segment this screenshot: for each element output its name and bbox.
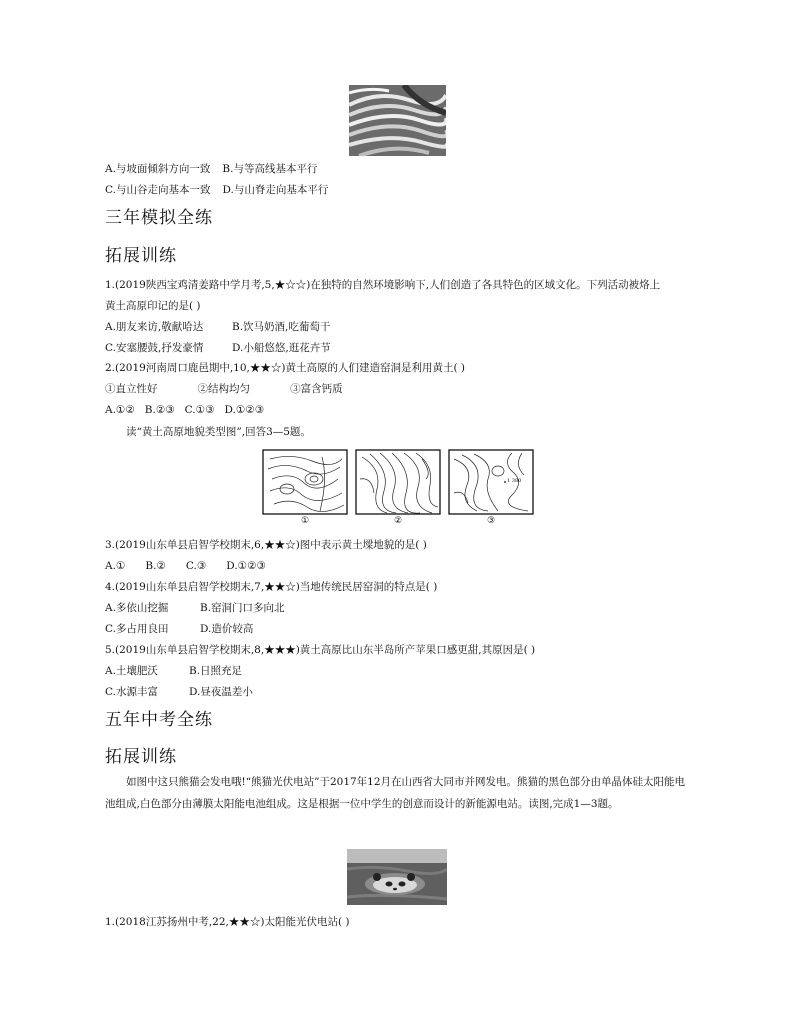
landform-maps <box>262 449 534 529</box>
q1-option-c: C.安塞腰鼓,抒发豪情 <box>105 342 204 354</box>
map-label-3: ③ <box>487 516 496 526</box>
q1-option-d: D.小船悠悠,逛花卉节 <box>232 342 331 354</box>
q5-option-b: B.日照充足 <box>189 665 243 677</box>
read-intro: 读“黄土高原地貌类型图”,回答3—5题。 <box>126 426 311 438</box>
map-label-1: ① <box>301 516 310 526</box>
contour-map-1 <box>263 450 347 514</box>
q1-stem-line2: 黄土高原印记的是( ) <box>105 300 201 312</box>
option-c: C.与山谷走向基本一致 <box>105 184 211 196</box>
q5-option-a: A.土壤肥沃 <box>105 665 158 677</box>
q1-options-row1 <box>105 320 330 334</box>
q2-stem: 2.(2019河南周口鹿邑期中,10,★★☆)黄土高原的人们建造窑洞是利用黄土( ) <box>105 362 465 374</box>
q2-items: ①直立性好 ②结构均匀 ③富含钙质 <box>105 383 343 395</box>
q4-stem: 4.(2019山东单县启智学校期末,7,★★☆)当地传统民居窑洞的特点是( ) <box>105 581 438 593</box>
q4-option-c: C.多占用良田 <box>105 623 169 635</box>
q3-stem: 3.(2019山东单县启智学校期末,6,★★☆)图中表示黄土墚地貌的是( ) <box>105 539 427 551</box>
section-title-2: 五年中考全练 <box>105 710 213 730</box>
section-subtitle-1: 拓展训练 <box>105 246 177 266</box>
q1-option-a: A.朋友来访,敬献哈达 <box>105 321 204 333</box>
q4-options-row2 <box>105 622 253 636</box>
option-d: D.与山脊走向基本平行 <box>222 184 329 196</box>
q4-option-b: B.窑洞门口多向北 <box>200 602 285 614</box>
q5-options-row1 <box>105 664 242 678</box>
contour-map-2 <box>356 450 440 514</box>
q5-options-row2 <box>105 685 253 699</box>
q1-stem-line1: 1.(2019陕西宝鸡清姜路中学月考,5,★☆☆)在独特的自然环境影响下,人们创造了各具特色的区域文化。下列活动被烙上 <box>105 279 661 291</box>
contour-maps-svg <box>262 449 534 517</box>
q1-options-row2 <box>105 341 331 355</box>
terrace-photo-image <box>349 85 446 156</box>
section-title-1: 三年模拟全练 <box>105 208 213 228</box>
terrace-photo <box>349 85 446 156</box>
q4-options-row1 <box>105 601 285 615</box>
map-label-2: ② <box>394 516 403 526</box>
q5-option-d: D.昼夜温差小 <box>189 686 253 698</box>
map-spot-height: 1 380 <box>507 478 522 484</box>
q2-options: A.①② B.②③ C.①③ D.①②③ <box>105 404 265 416</box>
prev-question-options-row2 <box>105 183 328 197</box>
passage-text: 如图中这只熊猫会发电哦!“熊猫光伏电站”于2017年12月在山西省大同市并网发电。熊猫的黑色部分由单晶体硅太阳能电池组成,白色部分由薄膜太阳能电池组成。这是根据一位中学生的创意而设计的新能源电站。读图,完成1—3题。 <box>105 776 686 810</box>
panda-station-image <box>347 849 447 905</box>
panda-station-photo <box>347 849 447 905</box>
option-a: A.与坡面倾斜方向一致 <box>105 163 211 175</box>
q4-option-d: D.造价较高 <box>200 623 254 635</box>
q-last-stem: 1.(2018江苏扬州中考,22,★★☆)太阳能光伏电站( ) <box>105 916 350 928</box>
section-subtitle-2: 拓展训练 <box>105 747 177 767</box>
prev-question-options-row1 <box>105 162 317 176</box>
q3-options: A.① B.② C.③ D.①②③ <box>105 560 266 572</box>
q5-option-c: C.水源丰富 <box>105 686 158 698</box>
option-b: B.与等高线基本平行 <box>222 163 318 175</box>
q1-option-b: B.饮马奶酒,吃葡萄干 <box>232 321 331 333</box>
q4-option-a: A.多依山挖掘 <box>105 602 169 614</box>
q5-stem: 5.(2019山东单县启智学校期末,8,★★★)黄土高原比山东半岛所产苹果口感更甜,其原因是( ) <box>105 644 536 656</box>
